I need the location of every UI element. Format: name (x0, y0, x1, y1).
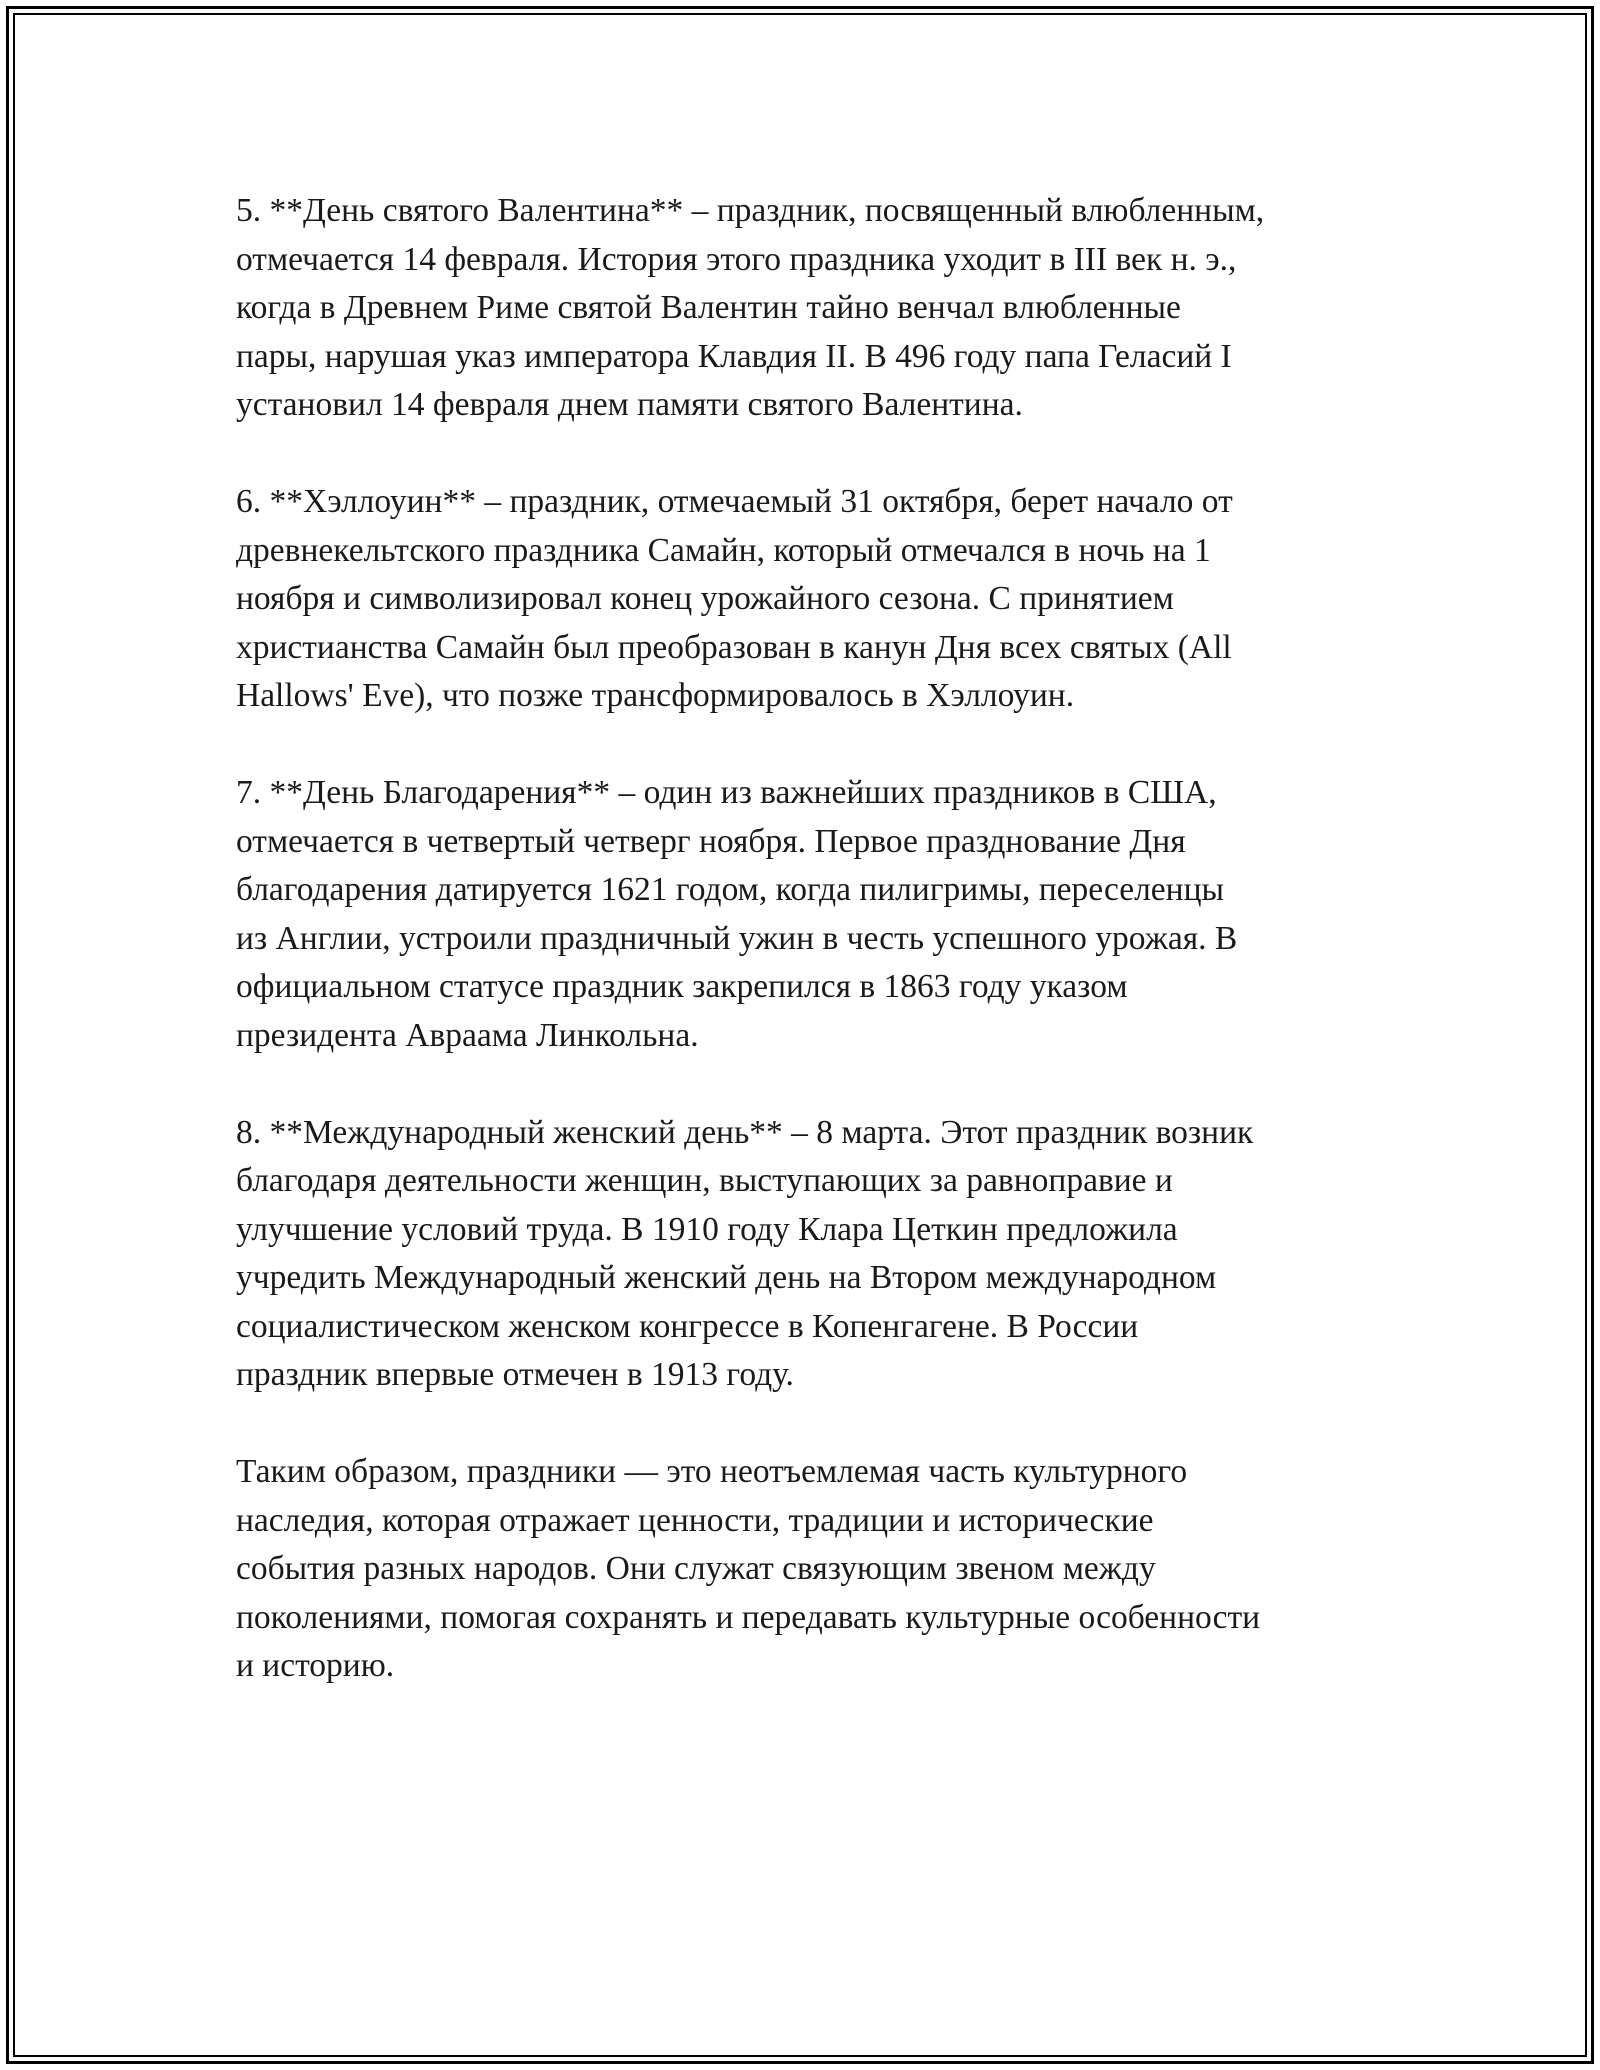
paragraph-halloween: 6. **Хэллоуин** – праздник, отмечаемый 31 октября, берет начало от древнекельтского праздника Самайн, который отмечался в ночь на 1 ноября и символизировал конец урожайного сезона. С принятием христианства Самайн был преобразован в канун Дня всех святых (All Hallows' Eve), что позже трансформировалось в Хэллоуин. (236, 483, 1233, 714)
paragraph-valentines-day: 5. **День святого Валентина** – праздник, посвященный влюбленным, отмечается 14 февраля. История этого праздника уходит в III век н. э., когда в Древнем Риме святой Валентин тайно венчал влюбленные пары, нарушая указ императора Клавдия II. В 496 году папа Геласий I установил 14 февраля днем памяти святого Валентина. (236, 192, 1265, 423)
paragraph-womens-day: 8. **Международный женский день** – 8 марта. Этот праздник возник благодаря деятельности женщин, выступающих за равноправие и улучшение условий труда. В 1910 году Клара Цеткин предложила учредить Международный женский день на Втором международном социалистическом женском конгрессе в Копенгагене. В России праздник впервые отмечен в 1913 году. (236, 1113, 1254, 1393)
paragraph-conclusion: Таким образом, праздники — это неотъемлемая часть культурного наследия, которая отражает ценности, традиции и исторические события разных народов. Они служат связующим звеном между поколениями, помогая сохранять и передавать культурные особенности и историю. (236, 1453, 1261, 1684)
paragraph-thanksgiving: 7. **День Благодарения** – один из важнейших праздников в США, отмечается в четвертый четверг ноября. Первое празднование Дня благодарения датируется 1621 годом, когда пилигримы, переселенцы из Англии, устроили праздничный ужин в честь успешного урожая. В официальном статусе праздник закрепился в 1863 году указом президента Авраама Линкольна. (236, 774, 1238, 1054)
document-body (236, 187, 1376, 1739)
